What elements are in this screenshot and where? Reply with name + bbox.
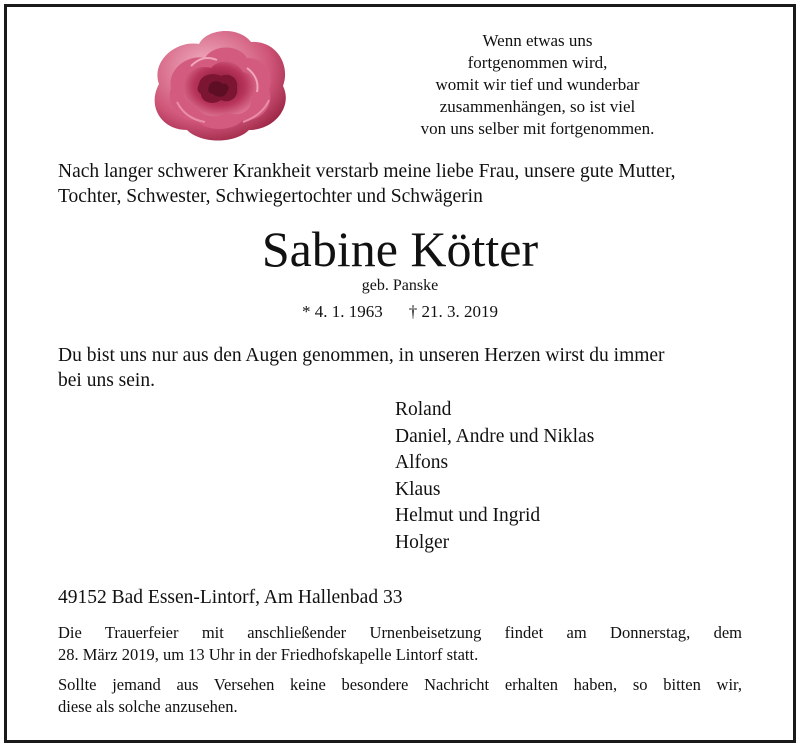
poem-line: von uns selber mit fortgenommen. bbox=[420, 119, 655, 138]
mourner: Roland bbox=[395, 399, 452, 420]
ceremony-info bbox=[58, 622, 742, 666]
notice-line: Sollte jemand aus Versehen keine besondere Nachricht erhalten haben, so bitten wir, bbox=[58, 675, 742, 694]
intro-text bbox=[58, 159, 748, 209]
mourners-list bbox=[395, 397, 715, 557]
memorial-quote bbox=[58, 343, 758, 393]
ceremony-line: Die Trauerfeier mit anschließender Urnenbeisetzung findet am Donnerstag, dem bbox=[58, 623, 742, 642]
poem-line: zusammenhängen, so ist viel bbox=[439, 97, 636, 116]
deceased-name: Sabine Kötter bbox=[261, 221, 539, 277]
mourner: Daniel, Andre und Niklas bbox=[395, 425, 595, 447]
quote-line: Du bist uns nur aus den Augen genommen, in unseren Herzen wirst du immer bbox=[58, 345, 665, 366]
mourner: Klaus bbox=[395, 478, 441, 500]
rose-image bbox=[147, 22, 292, 144]
intro-line: Nach langer schwerer Krankheit verstarb meine liebe Frau, unsere gute Mutter, bbox=[58, 161, 676, 182]
mourner: Helmut und Ingrid bbox=[395, 505, 541, 527]
intro-line: Tochter, Schwester, Schwiegertochter und Schwägerin bbox=[58, 186, 483, 207]
notice-text bbox=[58, 674, 742, 718]
notice-line: diese als solche anzusehen. bbox=[58, 697, 238, 716]
mourner: Holger bbox=[395, 531, 450, 553]
poem-line: fortgenommen wird, bbox=[467, 53, 608, 72]
maiden-name: geb. Panske bbox=[361, 277, 439, 294]
poem-line: Wenn etwas uns bbox=[482, 31, 593, 50]
address: 49152 Bad Essen-Lintorf, Am Hallenbad 33 bbox=[58, 587, 403, 608]
ceremony-line: 28. März 2019, um 13 Uhr in der Friedhofskapelle Lintorf statt. bbox=[58, 645, 479, 664]
poem bbox=[380, 30, 695, 140]
mourner: Alfons bbox=[395, 452, 449, 474]
quote-line: bei uns sein. bbox=[58, 370, 155, 391]
birth-date: * 4. 1. 1963 bbox=[302, 302, 383, 321]
death-date: † 21. 3. 2019 bbox=[408, 302, 498, 321]
poem-line: womit wir tief und wunderbar bbox=[435, 75, 640, 94]
life-dates bbox=[0, 301, 800, 323]
